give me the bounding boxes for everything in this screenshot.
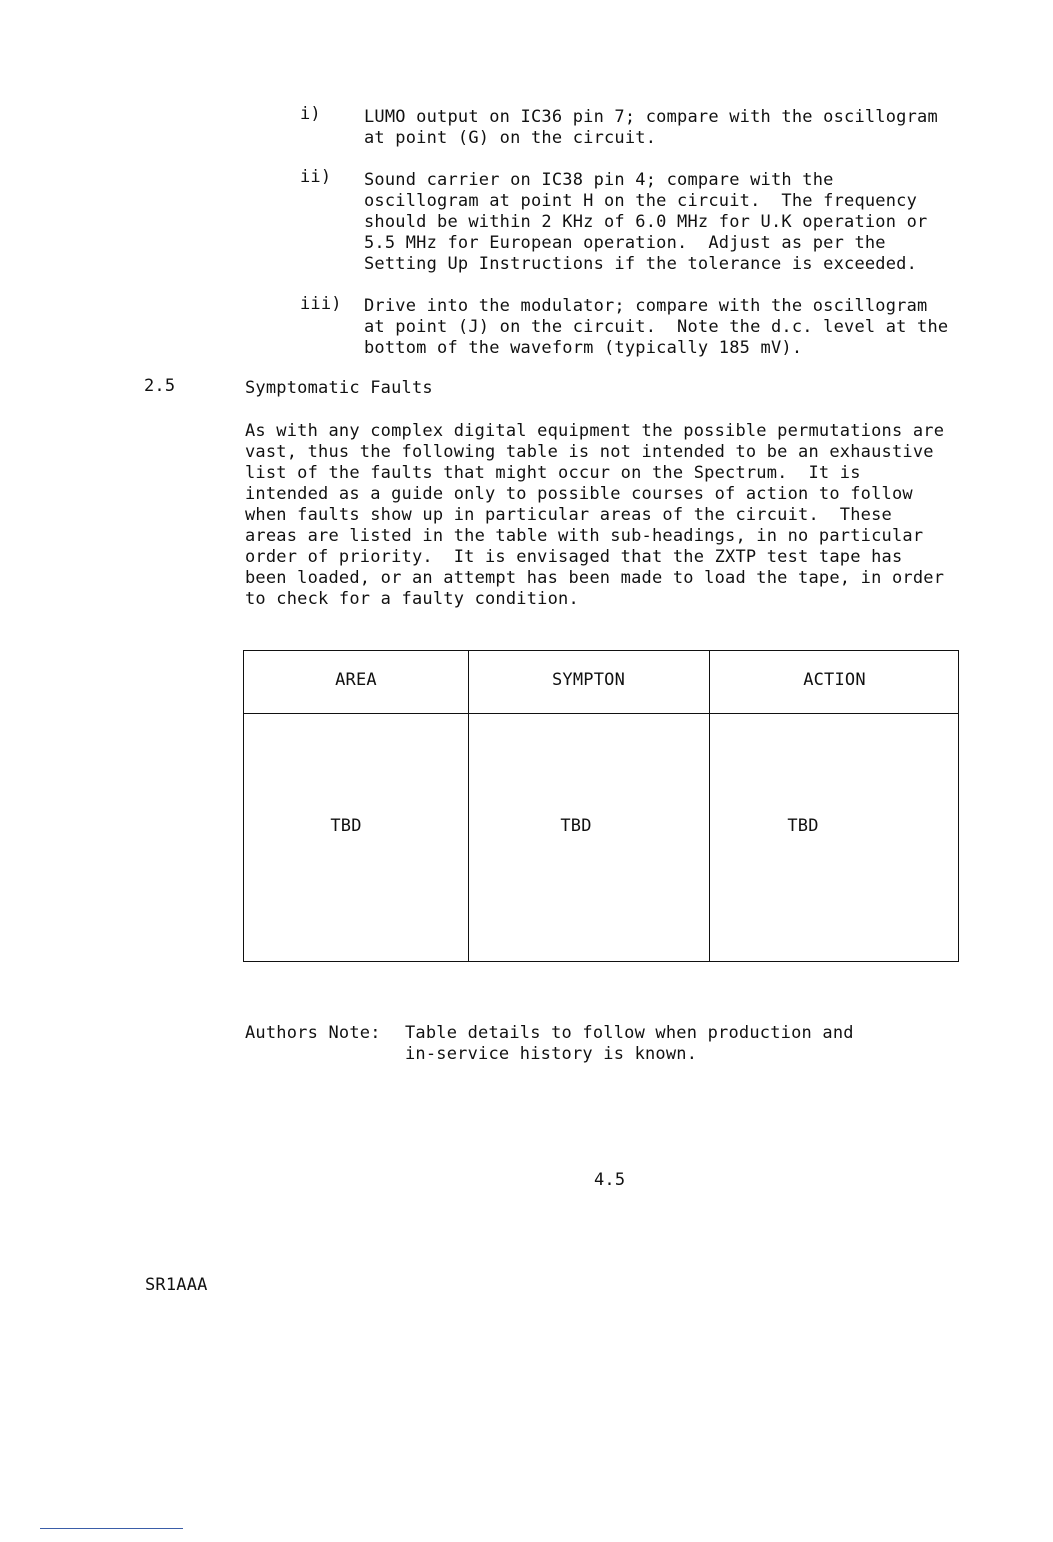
cell-sympton: TBD xyxy=(560,816,592,836)
list-item-number: iii) xyxy=(300,294,342,314)
text-line: Setting Up Instructions if the tolerance is exceeded. xyxy=(364,254,918,274)
text-line: Sound carrier on IC38 pin 4; compare with the xyxy=(364,170,834,190)
text-line: oscillogram at point H on the circuit. The frequency xyxy=(364,191,918,211)
section-number: 2.5 xyxy=(144,376,176,396)
header-action: ACTION xyxy=(803,670,866,690)
list-item-text xyxy=(364,107,938,149)
cell-action: TBD xyxy=(787,816,819,836)
header-area: AREA xyxy=(335,670,377,690)
list-item-number: ii) xyxy=(300,167,332,187)
column-divider xyxy=(709,651,710,961)
section-paragraph xyxy=(245,421,944,610)
text-line: vast, thus the following table is not intended to be an exhaustive xyxy=(245,442,934,462)
text-line: LUMO output on IC36 pin 7; compare with the oscillogram xyxy=(364,107,938,127)
text-line: Table details to follow when production and xyxy=(405,1023,854,1043)
faults-table xyxy=(243,650,959,962)
text-line: bottom of the waveform (typically 185 mV). xyxy=(364,338,803,358)
authors-note-text xyxy=(405,1023,854,1065)
page-number: 4.5 xyxy=(594,1170,626,1190)
text-line: list of the faults that might occur on the Spectrum. It is xyxy=(245,463,861,483)
cell-area: TBD xyxy=(330,816,362,836)
section-title: Symptomatic Faults xyxy=(245,378,433,398)
text-line: Drive into the modulator; compare with the oscillogram xyxy=(364,296,928,316)
text-line: been loaded, or an attempt has been made to load the tape, in order xyxy=(245,568,945,588)
list-item-text xyxy=(364,170,927,275)
text-line: to check for a faulty condition. xyxy=(245,589,579,609)
text-line: intended as a guide only to possible courses of action to follow xyxy=(245,484,913,504)
text-line: order of priority. It is envisaged that the ZXTP test tape has xyxy=(245,547,903,567)
authors-note-label: Authors Note: xyxy=(245,1023,381,1043)
column-divider xyxy=(468,651,469,961)
text-line: should be within 2 KHz of 6.0 MHz for U.K operation or xyxy=(364,212,928,232)
text-line: in-service history is known. xyxy=(405,1044,698,1064)
text-line: at point (G) on the circuit. xyxy=(364,128,657,148)
list-item-number: i) xyxy=(300,104,321,124)
text-line: 5.5 MHz for European operation. Adjust as per the xyxy=(364,233,886,253)
text-line: As with any complex digital equipment the possible permutations are xyxy=(245,421,945,441)
text-line: areas are listed in the table with sub-headings, in no particular xyxy=(245,526,924,546)
header-divider xyxy=(244,713,958,714)
text-line: when faults show up in particular areas of the circuit. These xyxy=(245,505,892,525)
list-item-text xyxy=(364,296,948,359)
text-line: at point (J) on the circuit. Note the d.c. level at the xyxy=(364,317,949,337)
header-sympton: SYMPTON xyxy=(551,670,626,690)
document-code: SR1AAA xyxy=(145,1275,208,1295)
footer-rule xyxy=(40,1528,183,1529)
